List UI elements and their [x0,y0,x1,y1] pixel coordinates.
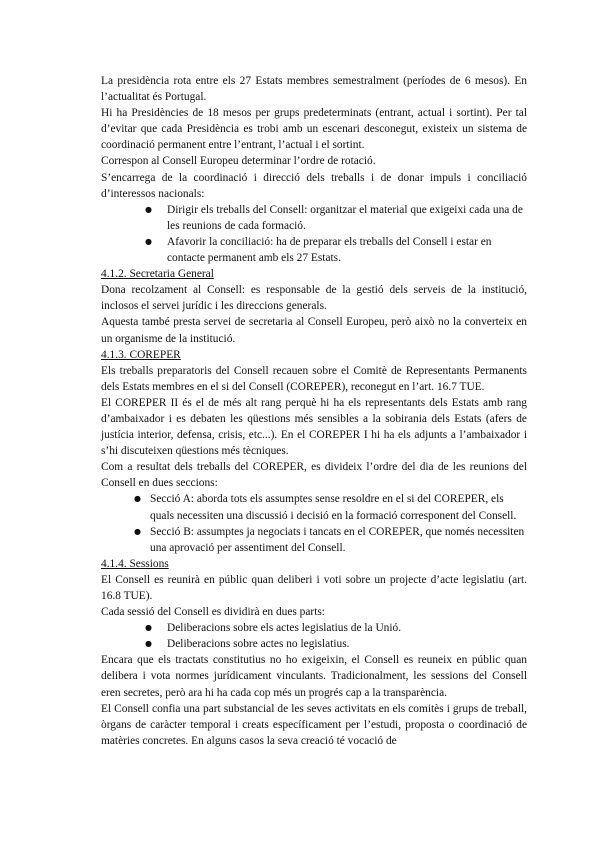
section-heading-secretaria: 4.1.2. Secretaria General [101,268,214,281]
paragraph-sessions-parts: Cada sessió del Consell es dividirà en dues parts: [101,606,325,619]
document-body [101,73,527,749]
paragraph-secretaria-support: Dona recolzament al Consell: es responsable de la gestió dels serveis de la institució, inclosos el servei jurídic i les direccions generals. [101,284,527,313]
paragraph-rotation-order: Correspon al Consell Europeu determinar l’ordre de rotació. [101,155,376,168]
list-item: ● Secció B: assumptes ja negociats i tancats en el COREPER, que només necessiten una aprovació per assentiment del Consell. [101,524,527,556]
paragraph-presidency-groups: Hi ha Presidències de 18 mesos per grups predeterminats (entrant, actual i sortint). Per tal d’evitar que cada Presidència es trobi amb un escenari desconegut, existeix un sistema de coordinació permanent entre l’entrant, l’actual i el sortint. [101,107,527,152]
list-item: ● Secció A: aborda tots els assumptes sense resoldre en el si del COREPER, els quals necessiten una discussió i decisió en la formació corresponent del Consell. [101,491,527,523]
agenda-sections-list [101,491,527,555]
paragraph-committees: El Consell confia una part substancial de les seves activitats en els comitès i grups de treball, òrgans de caràcter temporal i creats específicament per l’estudi, proposta o coordinació de matèries concretes. En alguns casos la seva creació té vocació de [101,702,527,747]
paragraph-coreper-intro: Els treballs preparatoris del Consell recauen sobre el Comitè de Representants Permanents dels Estats membres en el si del Consell (COREPER), reconegut en l’art. 16.7 TUE. [101,364,527,393]
paragraph-coordination: S’encarrega de la coordinació i direcció dels treballs i de donar impuls i conciliació d’interessos nacionals: [101,171,527,200]
list-item: ● Deliberacions sobre actes no legislatius. [101,636,527,652]
list-item: ● Dirigir els treballs del Consell: organitzar el material que exigeixi cada una de les reunions de cada formació. [101,202,527,234]
section-heading-sessions: 4.1.4. Sessions [101,557,169,570]
list-item: ● Deliberacions sobre els actes legislatius de la Unió. [101,620,527,636]
paragraph-secretaria-service: Aquesta també presta servei de secretaria al Consell Europeu, però això no la converteix en un organisme de la institució. [101,316,527,345]
section-heading-coreper: 4.1.3. COREPER [101,348,181,361]
session-parts-list [101,620,527,652]
paragraph-sessions-public: El Consell es reunirà en públic quan deliberi i voti sobre un projecte d’acte legislatiu (art. 16.8 TUE). [101,573,527,602]
paragraph-coreper-ranks: El COREPER II és el de més alt rang perquè hi ha els representants dels Estats amb rang d’ambaixador i es debaten les qüestions més sensibles a la sobirania dels Estats (afers de justícia interior, defensa, crisis, etc...). En el COREPER I hi ha els adjunts a l’ambaixador i s’hi discuteixen qüestions més tècniques. [101,396,527,458]
paragraph-presidency-rotation: La presidència rota entre els 27 Estats membres semestralment (períodes de 6 mesos). En l’actualitat és Portugal. [101,75,527,104]
paragraph-sessions-transparency: Encara que els tractats constitutius no ho exigeixin, el Consell es reuneix en públic quan delibera i vota normes jurídicament vinculants. Tradicionalment, les sessions del Consell eren secretes, però ara hi ha cada cop més un progrés cap a la transparència. [101,654,527,699]
presidency-tasks-list [101,202,527,266]
list-item: ● Afavorir la conciliació: ha de preparar els treballs del Consell i estar en contacte permanent amb els 27 Estats. [101,234,527,266]
paragraph-coreper-agenda: Com a resultat dels treballs del COREPER, es divideix l’ordre del dia de les reunions del Consell en dues seccions: [101,461,527,490]
